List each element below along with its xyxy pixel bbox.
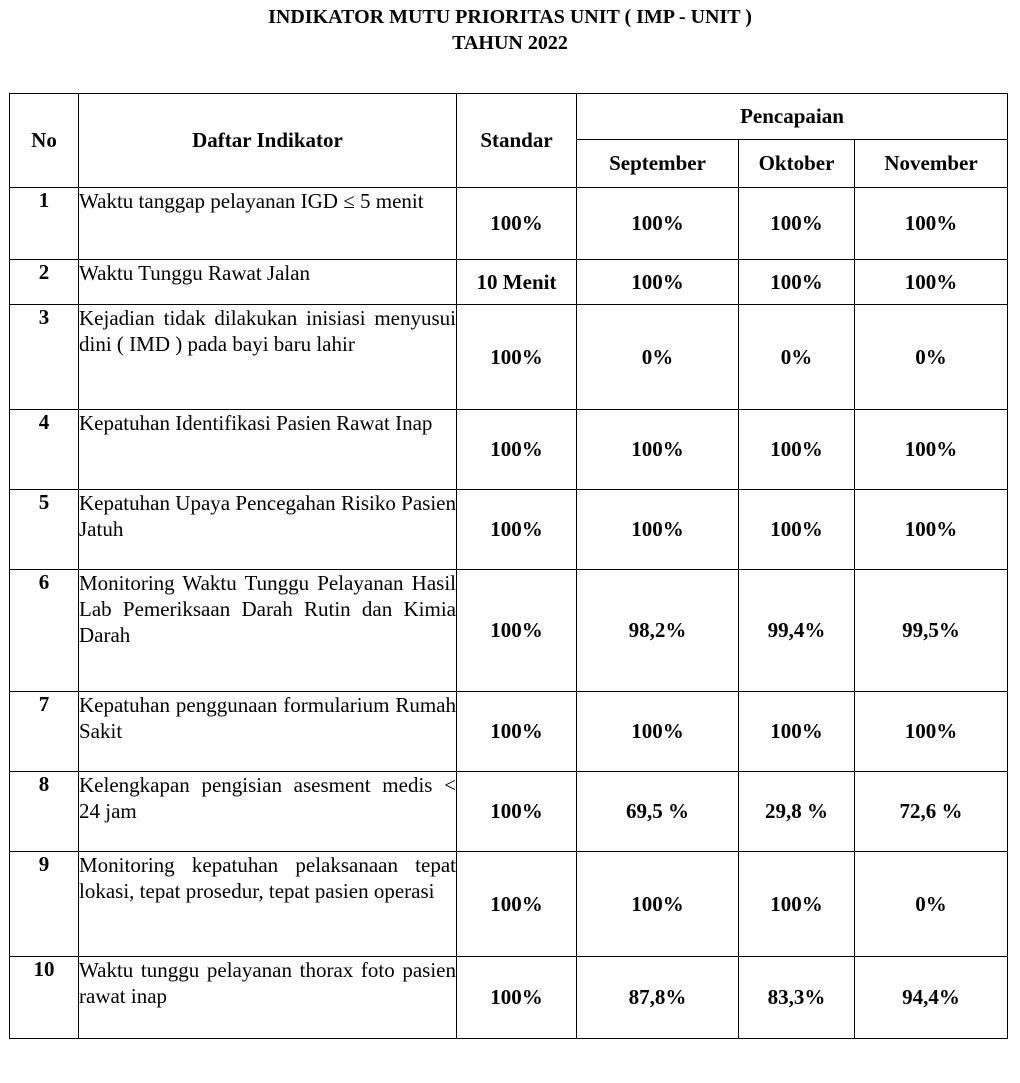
indicator-name: Monitoring kepatuhan pelaksanaan tepat lokasi, tepat prosedur, tepat pasien operasi bbox=[79, 852, 457, 957]
indicator-table bbox=[9, 93, 1008, 1039]
september-value: 100% bbox=[577, 410, 739, 490]
row-number: 7 bbox=[10, 692, 79, 772]
september-value: 98,2% bbox=[577, 570, 739, 692]
indicator-name: Waktu tanggap pelayanan IGD ≤ 5 menit bbox=[79, 188, 457, 260]
table-row bbox=[10, 692, 1008, 772]
standard-value: 10 Menit bbox=[457, 260, 577, 305]
table-row bbox=[10, 957, 1008, 1039]
september-value: 100% bbox=[577, 490, 739, 570]
title-line-2: TAHUN 2022 bbox=[452, 32, 568, 54]
oktober-value: 29,8 % bbox=[739, 772, 855, 852]
title-line-1: INDIKATOR MUTU PRIORITAS UNIT ( IMP - UNIT ) bbox=[268, 6, 752, 28]
oktober-value: 83,3% bbox=[739, 957, 855, 1039]
oktober-value: 99,4% bbox=[739, 570, 855, 692]
header-month-september: September bbox=[577, 140, 739, 188]
indicator-name: Kepatuhan Identifikasi Pasien Rawat Inap bbox=[79, 410, 457, 490]
standard-value: 100% bbox=[457, 305, 577, 410]
row-number: 9 bbox=[10, 852, 79, 957]
oktober-value: 100% bbox=[739, 692, 855, 772]
indicator-name: Kepatuhan penggunaan formularium Rumah Sakit bbox=[79, 692, 457, 772]
row-number: 5 bbox=[10, 490, 79, 570]
indicator-name: Monitoring Waktu Tunggu Pelayanan Hasil Lab Pemeriksaan Darah Rutin dan Kimia Darah bbox=[79, 570, 457, 692]
september-value: 100% bbox=[577, 692, 739, 772]
september-value: 100% bbox=[577, 188, 739, 260]
row-number: 3 bbox=[10, 305, 79, 410]
table-row bbox=[10, 305, 1008, 410]
november-value: 0% bbox=[855, 305, 1008, 410]
row-number: 8 bbox=[10, 772, 79, 852]
standard-value: 100% bbox=[457, 410, 577, 490]
november-value: 100% bbox=[855, 692, 1008, 772]
table-row bbox=[10, 188, 1008, 260]
header-pencapaian: Pencapaian bbox=[577, 94, 1008, 140]
oktober-value: 100% bbox=[739, 188, 855, 260]
november-value: 100% bbox=[855, 410, 1008, 490]
indicator-name: Kepatuhan Upaya Pencegahan Risiko Pasien Jatuh bbox=[79, 490, 457, 570]
row-number: 6 bbox=[10, 570, 79, 692]
standard-value: 100% bbox=[457, 772, 577, 852]
standard-value: 100% bbox=[457, 188, 577, 260]
oktober-value: 100% bbox=[739, 260, 855, 305]
header-standar: Standar bbox=[457, 94, 577, 188]
table-row bbox=[10, 852, 1008, 957]
row-number: 4 bbox=[10, 410, 79, 490]
november-value: 0% bbox=[855, 852, 1008, 957]
september-value: 69,5 % bbox=[577, 772, 739, 852]
header-no: No bbox=[10, 94, 79, 188]
september-value: 100% bbox=[577, 260, 739, 305]
table-row bbox=[10, 772, 1008, 852]
indicator-name: Waktu tunggu pelayanan thorax foto pasien rawat inap bbox=[79, 957, 457, 1039]
oktober-value: 100% bbox=[739, 852, 855, 957]
november-value: 99,5% bbox=[855, 570, 1008, 692]
standard-value: 100% bbox=[457, 692, 577, 772]
table-row bbox=[10, 260, 1008, 305]
standard-value: 100% bbox=[457, 490, 577, 570]
november-value: 100% bbox=[855, 490, 1008, 570]
row-number: 1 bbox=[10, 188, 79, 260]
row-number: 10 bbox=[10, 957, 79, 1039]
table-row bbox=[10, 410, 1008, 490]
standard-value: 100% bbox=[457, 852, 577, 957]
november-value: 100% bbox=[855, 260, 1008, 305]
header-month-oktober: Oktober bbox=[739, 140, 855, 188]
table-row bbox=[10, 490, 1008, 570]
oktober-value: 0% bbox=[739, 305, 855, 410]
november-value: 94,4% bbox=[855, 957, 1008, 1039]
september-value: 87,8% bbox=[577, 957, 739, 1039]
standard-value: 100% bbox=[457, 957, 577, 1039]
oktober-value: 100% bbox=[739, 490, 855, 570]
row-number: 2 bbox=[10, 260, 79, 305]
oktober-value: 100% bbox=[739, 410, 855, 490]
september-value: 100% bbox=[577, 852, 739, 957]
november-value: 100% bbox=[855, 188, 1008, 260]
standard-value: 100% bbox=[457, 570, 577, 692]
september-value: 0% bbox=[577, 305, 739, 410]
november-value: 72,6 % bbox=[855, 772, 1008, 852]
table-row bbox=[10, 570, 1008, 692]
header-indikator: Daftar Indikator bbox=[79, 94, 457, 188]
indicator-name: Kelengkapan pengisian asesment medis < 24 jam bbox=[79, 772, 457, 852]
indicator-name: Waktu Tunggu Rawat Jalan bbox=[79, 260, 457, 305]
indicator-name: Kejadian tidak dilakukan inisiasi menyusui dini ( IMD ) pada bayi baru lahir bbox=[79, 305, 457, 410]
header-month-november: November bbox=[855, 140, 1008, 188]
document-title bbox=[0, 4, 1020, 56]
